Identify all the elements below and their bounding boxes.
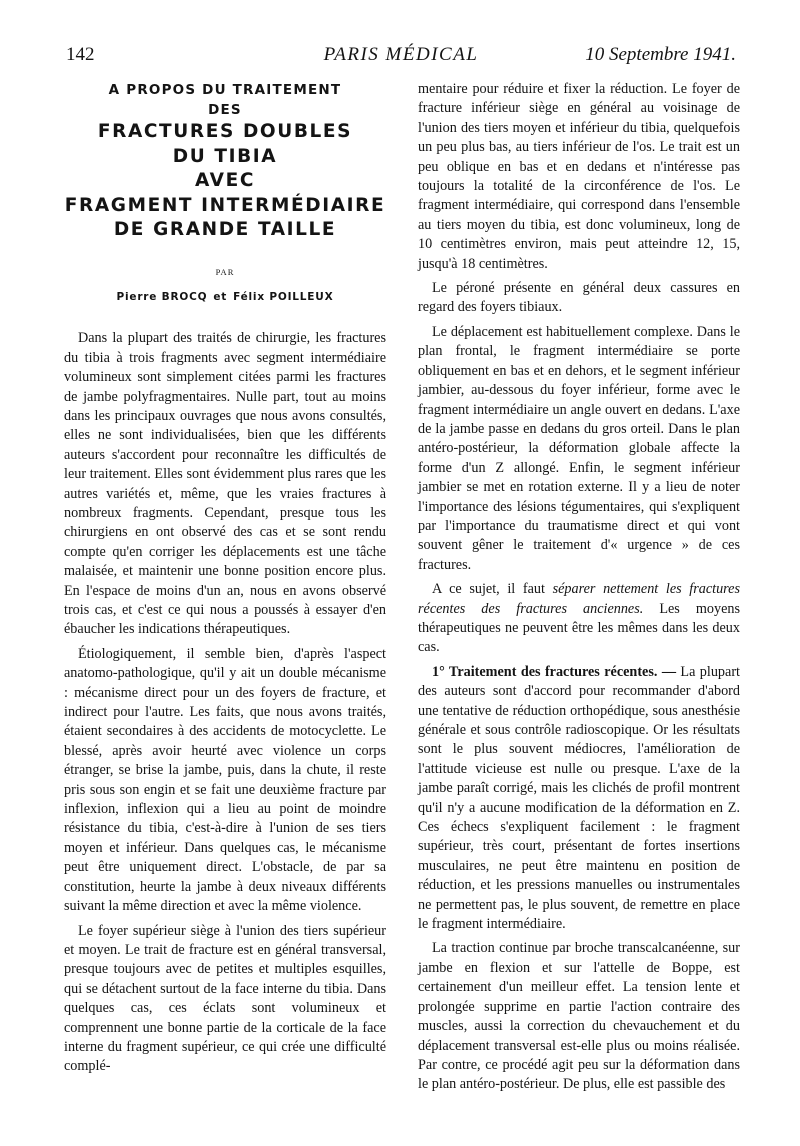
article-title-line: DU TIBIA — [172, 145, 278, 167]
paragraph-text: Les moyens thérapeutiques ne peuvent être les mêmes dans les deux cas. — [418, 600, 741, 656]
article-title-line: DE GRANDE TAILLE — [113, 219, 337, 240]
body-paragraph — [418, 580, 740, 658]
article-title-line: FRACTURES DOUBLES — [97, 121, 353, 142]
authors-line — [64, 288, 386, 307]
left-column — [64, 80, 386, 1082]
emphasized-text: séparer nettement les fractures récentes des fractures anciennes. — [418, 581, 740, 617]
article-title-line: FRAGMENT INTERMÉDIAIRE — [64, 194, 386, 216]
body-paragraph: Le péroné présente en général deux cassures en regard des foyers tibiaux. — [418, 280, 740, 316]
paragraph-text: A ce sujet, il faut — [432, 581, 553, 598]
body-paragraph: Le déplacement est habituellement complexe. Dans le plan frontal, le fragment intermédiaire se porte obliquement en bas et en dehors, et le segment inférieur jambier, au-dessous du foyer inférieur, forme avec le fragment intermédiaire un angle ouvert en dedans. L'axe de la jambe passe en dedans du gros orteil. Dans le plan antéro-postérieur, la déformation globale affecte la forme d'un Z allongé. Enfin, le segment inférieur jambier se met en rotation externe. Il y a lieu de noter l'importance des lésions tégumentaires, qui s'expliquent par l'importance du traumatisme direct et qui vont souvent gêner le traitement d'« urgence » de ces fractures. — [418, 323, 740, 573]
issue-date: 10 Septembre 1941. — [585, 44, 736, 65]
by-label: PAR — [215, 266, 235, 277]
body-paragraph: La traction continue par broche transcalcanéenne, sur jambe en flexion et sur l'attelle de Boppe, est certainement d'un meilleur effet. La tension lente et prolongée supprime en partie l'action contraire des muscles, aussi la correction du chevauchement et du déplacement transversal est-elle plus ou moins réalisée. Par contre, ce procédé agit peu sur la déformation dans le plan antéro-postérieur. De plus, elle est passible des — [418, 940, 740, 1093]
body-paragraph: Étiologiquement, il semble bien, d'après l'aspect anatomo-pathologique, qu'il y ait un double mécanisme : mécanisme direct pour un des foyers de fracture, et indirect pour l'autre. Les faits, que nous avons traités, étaient secondaires à des accidents de motocyclette. Le blessé, après avoir heurté avec violence un corps étranger, se brise la jambe, puis, dans la chute, il reste pris sous son engin et se fait une deuxième fracture par inflexion, inflexion qui a lieu au point de moindre résistance du tibia, c'est-à-dire à l'union de ses tiers moyen et inférieur. Dans quelques cas, le mécanisme peut être uniquement direct. L'obstacle, de par sa constitution, heurte la jambe à deux niveaux différents suivant la même direction et avec la même violence. — [64, 645, 386, 915]
article-kicker: A PROPOS DU TRAITEMENT — [108, 82, 342, 98]
section-heading: 1° Traitement des fractures récentes. — — [432, 663, 677, 680]
article-title-line: AVEC — [195, 170, 255, 191]
section-paragraph — [418, 663, 740, 935]
right-column — [418, 80, 740, 1100]
author-2: Félix POILLEUX — [233, 290, 334, 303]
article-heading — [64, 80, 386, 307]
body-paragraph: Le foyer supérieur siège à l'union des tiers supérieur et moyen. Le trait de fracture est en général transversal, presque toujours avec de petites et multiples esquilles, qui se détachent surtout de la face interne du tibia. Dans quelques cas, ces éclats sont volumineux et comprennent une bonne partie de la corticale de la face interne du fragment supérieur, ce qui crée une difficulté complé- — [64, 922, 386, 1075]
author-joiner: et — [213, 290, 228, 303]
body-paragraph-continued: mentaire pour réduire et fixer la réduction. Le foyer de fracture inférieur siège en général au voisinage de l'union des tiers moyen et inférieur du tibia, quelquefois un peu plus bas, au tiers inférieur de l'os. Le trait est un peu oblique en bas et en dedans et n'intéresse pas toujours la totalité de la circonférence de l'os. Le fragment intermédiaire, qui correspond dans l'ensemble au tiers moyen du tibia, est donc volumineux, long de 10 centimètres environ, mais peut atteindre 12, 15, jusqu'à 18 centimètres. — [418, 81, 740, 272]
paragraph-text: La plupart des auteurs sont d'accord pour recommander d'abord une tentative de réduction orthopédique, sous anesthésie générale et sous contrôle radioscopique. Or les résultats sont le plus souvent médiocres, l'amélioration de l'attitude vicieuse est nulle ou presque. L'axe de la jambe paraît corrigé, mais les clichés de profil montrent qu'il n'y a aucune modification de la déformation en Z. Ces échecs s'expliquent facilement : le fragment supérieur, très court, présentant de fortes insertions musculaires, ne peut être maintenu en position de réduction, et les pressions manuelles ou instrumentales ne permettent pas, le plus souvent, de remettre en place le fragment intermédiaire. — [418, 663, 740, 933]
article-kicker-des: DES — [208, 102, 242, 118]
journal-title: PARIS MÉDICAL — [323, 44, 479, 65]
author-1: Pierre BROCQ — [116, 290, 208, 303]
body-paragraph: Dans la plupart des traités de chirurgie, les fractures du tibia à trois fragments avec segment intermédiaire volumineux sont simplement citées parmi les fractures de jambe polyfragmentaires. Nulle part, tout au moins dans les principaux ouvrages que nous avons consultés, elles ne sont individualisées, bien que les différents auteurs s'accordent pour reconnaître les difficultés de leur traitement. Elles sont évidemment plus rares que les autres variétés et, même, que les vraies fractures à nombreux fragments. Cependant, presque tous les chirurgiens en ont observé des cas et se sont rendu compte qu'en corriger les déplacements est une tâche malaisée, et maintenir une bonne position encore plus. En l'espace de moins d'un an, nous en avons observé trois cas, et c'est ce qui nous a poussés à essayer d'en ébaucher les indications thérapeutiques. — [64, 330, 386, 638]
running-head — [66, 44, 736, 68]
page-number: 142 — [66, 44, 95, 65]
